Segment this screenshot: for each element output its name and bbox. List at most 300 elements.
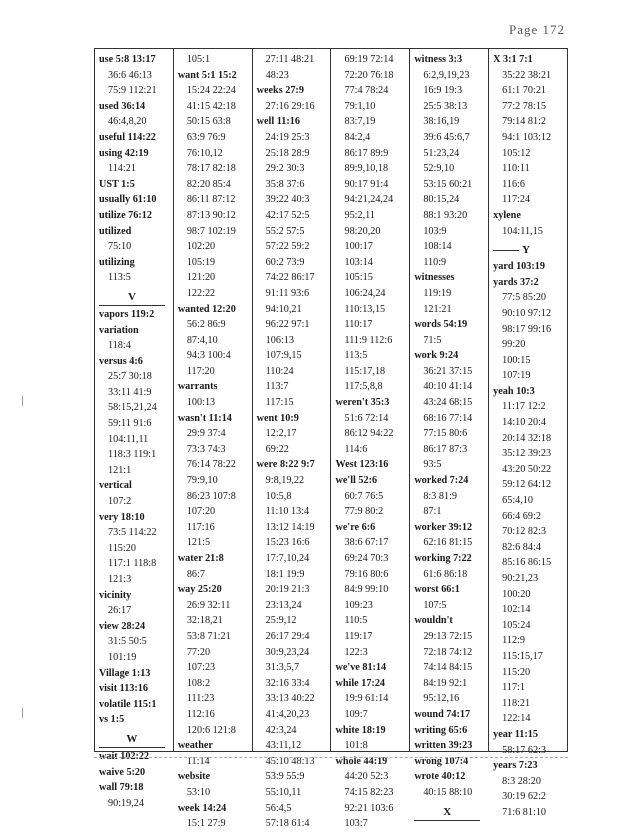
index-reference: 79:14 81:2 [502, 116, 547, 128]
index-reference: 95:12,16 [423, 693, 460, 705]
index-reference: 84:19 92:1 [423, 677, 468, 689]
index-headword: water 21:8 [177, 553, 224, 564]
index-reference: 52:9,10 [423, 163, 455, 175]
index-reference: 86:11 87:12 [186, 194, 236, 206]
index-reference: 82:20 85:4 [186, 178, 231, 190]
index-reference: 18:1 19:9 [265, 568, 305, 580]
index-reference: 112:9 [502, 635, 525, 647]
index-headword: very 18:10 [99, 511, 145, 523]
index-reference: 40:15 88:10 [423, 786, 473, 798]
index-reference: 86:12 94:22 [344, 428, 394, 440]
index-reference: 109:23 [344, 599, 373, 611]
index-reference: 26:9 32:11 [186, 599, 231, 611]
index-reference: 111:23 [186, 693, 215, 705]
index-reference: 39:6 45:6,7 [423, 131, 470, 143]
index-headword: UST 1:5 [99, 178, 135, 190]
index-reference: 43:20 50:22 [502, 463, 552, 475]
index-reference: 107:20 [186, 506, 216, 518]
section-letter: Y [522, 244, 531, 257]
index-headword: volatile 115:1 [99, 698, 157, 710]
index-reference: 121:1 [108, 464, 132, 476]
index-headword: vicinity [99, 589, 132, 601]
index-headword: went 10:9 [256, 412, 299, 424]
index-reference: 36:21 37:15 [423, 365, 473, 377]
footer-rule [94, 757, 568, 759]
index-reference: 79:16 80:6 [344, 568, 389, 580]
index-reference: 103:9 [423, 225, 447, 237]
index-reference: 20:14 32:18 [502, 432, 552, 444]
index-reference: 110:11 [502, 163, 530, 175]
index-reference: 110:17 [344, 319, 373, 331]
index-reference: 72:20 76:18 [344, 69, 394, 81]
index-headword: we'll 52:6 [335, 475, 378, 487]
index-reference: 118:21 [502, 697, 531, 709]
index-headword: useful 114:22 [99, 131, 156, 143]
index-reference: 24:19 25:3 [265, 131, 310, 143]
index-reference: 84:9 99:10 [344, 584, 389, 596]
index-reference: 58:17 62:3 [502, 744, 547, 756]
index-reference: 45:10 48:13 [265, 755, 315, 767]
index-reference: 42:17 52:5 [265, 209, 310, 221]
index-reference: 43:24 68:15 [423, 397, 473, 409]
index-headword: wouldn't [414, 615, 453, 627]
index-headword: warrants [177, 381, 218, 393]
index-headword: vertical [99, 480, 132, 492]
index-reference: 15:23 16:6 [265, 537, 310, 549]
index-reference: 93:5 [423, 459, 442, 471]
index-reference: 51:23,24 [423, 147, 460, 159]
index-reference: 114:21 [108, 163, 136, 175]
index-reference: 58:15,21,24 [108, 402, 157, 414]
index-headword: worst 66:1 [414, 584, 460, 596]
index-headword: worked 7:24 [414, 475, 469, 487]
index-reference: 77:15 80:6 [423, 428, 468, 440]
index-reference: 108:14 [423, 241, 452, 253]
index-reference: 77:2 78:15 [502, 100, 547, 112]
index-reference: 122:14 [502, 713, 531, 725]
index-reference: 33:11 41:9 [108, 386, 152, 398]
index-reference: 103:14 [344, 256, 373, 268]
index-reference: 77:20 [186, 646, 211, 658]
index-reference: 88:1 93:20 [423, 209, 468, 221]
index-headword: well 11:16 [256, 116, 300, 128]
index-headword: writing 65:6 [414, 724, 468, 736]
index-reference: 105:24 [502, 619, 531, 631]
index-headword: while 17:24 [335, 677, 386, 689]
index-reference: 94:21,24,24 [344, 194, 394, 206]
index-reference: 105:1 [186, 54, 211, 65]
index-headword: white 18:19 [335, 724, 386, 736]
index-reference: 100:17 [344, 241, 373, 253]
index-headword: wall 79:18 [99, 782, 144, 794]
index-reference: 77:4 78:24 [344, 85, 389, 97]
index-reference: 60:7 76:5 [344, 490, 384, 502]
index-reference: 57:22 59:2 [265, 241, 310, 253]
index-headword: utilize 76:12 [99, 209, 152, 221]
index-reference: 51:6 72:14 [344, 412, 389, 424]
index-reference: 79:1,10 [344, 100, 376, 112]
index-reference: 8:3 28:20 [502, 775, 541, 787]
index-headword: we're 6:6 [335, 521, 376, 533]
index-reference: 27:16 29:16 [265, 100, 315, 112]
index-reference: 76:10,12 [186, 147, 223, 159]
index-headword: using 42:19 [99, 147, 149, 159]
index-headword: years 7:23 [493, 760, 538, 772]
index-reference: 110:24 [265, 365, 294, 377]
index-reference: 108:2 [186, 677, 211, 689]
index-headword: Village 1:13 [99, 667, 151, 679]
index-reference: 105:19 [186, 256, 216, 268]
index-reference: 25:9,12 [265, 615, 297, 627]
index-reference: 99:20 [502, 339, 526, 351]
index-reference: 100:15 [502, 354, 531, 366]
index-reference: 27:11 48:21 [265, 54, 315, 65]
index-reference: 68:16 77:14 [423, 412, 473, 424]
index-reference: 8:3 81:9 [423, 490, 457, 502]
index-reference: 17:7,10,24 [265, 553, 310, 564]
index-reference: 14:10 20:4 [502, 417, 547, 429]
index-headword: words 54:19 [414, 319, 468, 331]
index-reference: 29:2 30:3 [265, 163, 305, 175]
index-headword: weather [177, 740, 213, 752]
index-reference: 69:24 70:3 [344, 553, 389, 564]
index-reference: 19:9 61:14 [344, 693, 389, 705]
index-headword: view 28:24 [99, 620, 146, 632]
index-reference: 117:1 [502, 682, 525, 694]
index-reference: 31:5 50:5 [108, 636, 147, 648]
index-reference: 94:3 100:4 [186, 350, 231, 362]
index-reference: 112:16 [186, 708, 215, 720]
index-reference: 84:2,4 [344, 131, 371, 143]
index-reference: 50:15 63:8 [186, 116, 231, 128]
index-reference: 107:23 [186, 662, 216, 674]
index-reference: 117:20 [186, 365, 215, 377]
margin-mark [22, 708, 26, 718]
index-reference: 44:20 52:3 [344, 771, 389, 783]
index-reference: 55:10,11 [265, 786, 302, 798]
index-reference: 16:9 19:3 [423, 85, 463, 97]
index-reference: 87:1 [423, 506, 442, 518]
index-reference: 30:19 62:2 [502, 791, 547, 803]
index-reference: 107:9,15 [265, 350, 302, 362]
index-reference: 38:16,19 [423, 116, 460, 128]
index-reference: 79:9,10 [186, 475, 218, 487]
index-reference: 56:4,5 [265, 802, 292, 814]
index-reference: 53:8 71:21 [186, 630, 231, 642]
index-headword: whole 44:19 [335, 755, 388, 767]
index-reference: 32:18,21 [186, 615, 223, 627]
index-reference: 74:14 84:15 [423, 662, 473, 674]
index-reference: 101:19 [108, 651, 137, 663]
index-reference: 11:14 [186, 755, 210, 767]
index-reference: 115:20 [502, 666, 531, 678]
index-reference: 41:15 42:18 [186, 100, 236, 112]
index-headword: wound 74:17 [414, 708, 471, 720]
index-reference: 104:11,11 [108, 433, 149, 445]
index-headword: wrote 40:12 [414, 771, 466, 783]
index-reference: 63:9 76:9 [186, 131, 226, 143]
index-reference: 69:22 [265, 443, 289, 455]
index-headword: weeks 27:9 [256, 85, 304, 97]
index-reference: 59:11 91:6 [108, 418, 152, 430]
index-reference: 117:15 [265, 397, 294, 409]
index-reference: 100:13 [186, 397, 216, 409]
index-headword: waive 5:20 [99, 766, 146, 778]
index-reference: 73:3 74:3 [186, 443, 226, 455]
index-reference: 75:10 [108, 241, 132, 253]
index-reference: 32:16 33:4 [265, 677, 310, 689]
letter-section-heading: X [414, 805, 480, 821]
letter-section-heading: W [99, 732, 165, 748]
index-headword: week 14:24 [177, 802, 227, 814]
index-headword: yard 103:19 [493, 261, 545, 273]
index-reference: 121:20 [186, 272, 216, 284]
index-reference: 11:17 12:2 [502, 401, 546, 413]
index-reference: 119:17 [344, 630, 373, 642]
index-headword: yeah 10:3 [493, 385, 535, 397]
index-reference: 46:4,8,20 [108, 116, 147, 128]
index-headword: utilized [99, 225, 132, 237]
index-reference: 119:19 [423, 287, 452, 299]
index-headword: used 36:14 [99, 100, 146, 112]
index-reference: 6:2,9,19,23 [423, 69, 470, 81]
index-reference: 116:6 [502, 178, 525, 190]
index-reference: 117:24 [502, 194, 531, 206]
index-reference: 20:19 21:3 [265, 584, 310, 596]
index-reference: 105:12 [502, 147, 531, 159]
index-reference: 29:9 37:4 [186, 428, 226, 440]
index-reference: 31:3,5,7 [265, 662, 300, 674]
index-reference: 90:19,24 [108, 797, 144, 809]
index-reference: 78:17 82:18 [186, 163, 236, 175]
index-reference: 53:15 60:21 [423, 178, 473, 190]
index-reference: 42:3,24 [265, 724, 297, 736]
index-reference: 55:2 57:5 [265, 225, 305, 237]
index-reference: 23:13,24 [265, 599, 302, 611]
index-reference: 35:22 38:21 [502, 69, 552, 81]
index-reference: 15:1 27:9 [186, 818, 226, 830]
index-headword: written 39:23 [414, 740, 473, 752]
index-reference: 86:23 107:8 [186, 490, 236, 502]
index-reference: 114:6 [344, 443, 368, 455]
index-reference: 102:14 [502, 604, 531, 616]
index-headword: yards 37:2 [493, 276, 539, 288]
index-reference: 35:8 37:6 [265, 178, 305, 190]
index-reference: 61:6 86:18 [423, 568, 468, 580]
index-reference: 122:3 [344, 646, 368, 658]
index-headword: vapors 119:2 [99, 308, 155, 320]
index-headword: website [177, 771, 211, 783]
index-reference: 107:2 [108, 496, 132, 508]
index-headword: witness 3:3 [414, 54, 463, 65]
index-reference: 101:8 [344, 740, 368, 752]
index-reference: 85:16 86:15 [502, 557, 552, 569]
index-headword: variation [99, 324, 139, 336]
index-headword: utilizing [99, 256, 135, 268]
index-reference: 9:8,19,22 [265, 475, 305, 487]
index-headword: usually 61:10 [99, 194, 157, 206]
index-reference: 83:7,19 [344, 116, 376, 128]
index-reference: 41:4,20,23 [265, 708, 310, 720]
index-reference: 102:20 [186, 241, 216, 253]
index-reference: 60:2 73:9 [265, 256, 305, 268]
index-reference: 72:18 74:12 [423, 646, 473, 658]
index-reference: 110:9 [423, 256, 447, 268]
index-reference: 98:20,20 [344, 225, 381, 237]
index-headword: witnesses [414, 272, 455, 284]
index-reference: 94:10,21 [265, 303, 302, 315]
index-reference: 89:9,10,18 [344, 163, 389, 175]
index-column-5 [410, 49, 489, 818]
index-reference: 86:17 87:3 [423, 443, 468, 455]
index-headword: worker 39:12 [414, 521, 473, 533]
index-reference: 96:22 97:1 [265, 319, 310, 331]
index-reference: 90:10 97:12 [502, 307, 552, 319]
index-reference: 98:7 102:19 [186, 225, 236, 237]
index-headword: work 9:24 [414, 350, 459, 362]
index-reference: 87:13 90:12 [186, 209, 236, 221]
index-column-4 [331, 49, 410, 830]
index-reference: 10:5,8 [265, 490, 292, 502]
index-headword: vs 1:5 [99, 714, 125, 726]
index-reference: 59:12 64:12 [502, 479, 552, 491]
index-reference: 71:5 [423, 334, 442, 346]
index-reference: 117:16 [186, 521, 215, 533]
index-reference: 92:21 103:6 [344, 802, 394, 814]
word-index-table [94, 48, 568, 830]
index-reference: 80:15,24 [423, 194, 460, 206]
index-reference: 38:6 67:17 [344, 537, 389, 549]
index-reference: 103:7 [344, 818, 368, 830]
index-reference: 120:6 121:8 [186, 724, 236, 736]
index-headword: want 5:1 15:2 [177, 69, 237, 81]
index-headword: versus 4:6 [99, 355, 143, 367]
index-reference: 77:5 85:20 [502, 292, 547, 304]
index-reference: 26:17 [108, 605, 132, 617]
index-reference: 40:10 41:14 [423, 381, 473, 393]
index-reference: 71:6 81:10 [502, 806, 547, 818]
index-reference: 111:9 112:6 [344, 334, 393, 346]
index-headword: weren't 35:3 [335, 397, 390, 409]
index-reference: 25:7 30:18 [108, 371, 152, 383]
index-reference: 121:5 [186, 537, 211, 549]
index-reference: 35:12 39:23 [502, 448, 552, 460]
index-reference: 69:19 72:14 [344, 54, 394, 65]
index-headword: visit 113:16 [99, 683, 148, 695]
index-reference: 113:5 [344, 350, 368, 362]
index-reference: 90:21,23 [502, 573, 539, 584]
letter-section-heading: V [99, 290, 165, 306]
index-column-1 [95, 49, 174, 809]
index-reference: 70:12 82:3 [502, 526, 547, 538]
index-headword: wanted 12:20 [177, 303, 236, 315]
index-headword: wrong 107:4 [414, 755, 469, 767]
index-reference: 25:5 38:13 [423, 100, 468, 112]
index-reference: 15:24 22:24 [186, 85, 236, 97]
index-reference: 43:11,12 [265, 740, 302, 752]
index-headword: working 7:22 [414, 553, 472, 564]
index-headword: were 8:22 9:7 [256, 459, 315, 471]
index-reference: 53:9 55:9 [265, 771, 305, 783]
index-reference: 94:1 103:12 [502, 131, 552, 143]
index-reference: 122:22 [186, 287, 216, 299]
index-headword: we've 81:14 [335, 662, 387, 674]
index-headword: way 25:20 [177, 584, 222, 596]
index-column-3 [253, 49, 332, 830]
index-reference: 86:7 [186, 568, 205, 580]
page-number: Page 172 [508, 22, 565, 37]
index-reference: 113:7 [265, 381, 289, 393]
index-reference: 66:4 69:2 [502, 510, 541, 522]
index-reference: 61:1 70:21 [502, 85, 547, 97]
index-reference: 53:10 [186, 786, 211, 798]
index-reference: 115:17,18 [344, 365, 386, 377]
index-reference: 115:15,17 [502, 650, 543, 662]
index-reference: 74:15 82:23 [344, 786, 394, 798]
index-reference: 109:7 [344, 708, 368, 720]
index-reference: 62:16 81:15 [423, 537, 473, 549]
index-reference: 11:10 13:4 [265, 506, 310, 518]
index-reference: 12:2,17 [265, 428, 297, 440]
index-headword: wasn't 11:14 [177, 412, 232, 424]
index-reference: 36:6 46:13 [108, 69, 152, 81]
index-reference: 74:22 86:17 [265, 272, 315, 284]
index-reference: 100:20 [502, 588, 531, 600]
index-reference: 75:9 112:21 [108, 85, 157, 97]
index-reference: 117:5,8,8 [344, 381, 383, 393]
index-reference: 56:2 86:9 [186, 319, 226, 331]
index-reference: 76:14 78:22 [186, 459, 236, 471]
index-reference: 98:17 99:16 [502, 323, 552, 335]
index-reference: 48:23 [265, 69, 289, 81]
index-reference: 91:11 93:6 [265, 287, 310, 299]
index-reference: 77:9 80:2 [344, 506, 384, 518]
index-reference: 73:5 114:22 [108, 527, 157, 539]
index-reference: 82:6 84:4 [502, 541, 541, 553]
index-reference: 110:5 [344, 615, 368, 627]
index-reference: 33:13 40:22 [265, 693, 315, 705]
index-reference: 106:13 [265, 334, 294, 346]
index-reference: 105:15 [344, 272, 373, 284]
index-reference: 118:3 119:1 [108, 449, 157, 461]
index-reference: 65:4,10 [502, 495, 533, 507]
index-reference: 118:4 [108, 340, 131, 352]
index-reference: 86:17 89:9 [344, 147, 389, 159]
index-column-6 [489, 49, 567, 818]
index-reference: 29:13 72:15 [423, 630, 473, 642]
index-reference: 26:17 29:4 [265, 630, 310, 642]
index-headword: X 3:1 7:1 [493, 54, 533, 65]
index-reference: 106:24,24 [344, 287, 386, 299]
index-headword: year 11:15 [493, 728, 538, 740]
index-reference: 30:9,23,24 [265, 646, 310, 658]
index-headword: West 123:16 [335, 459, 389, 471]
index-headword: use 5:8 13:17 [99, 54, 156, 65]
index-reference: 117:1 118:8 [108, 558, 157, 570]
index-headword: wait 102:22 [99, 750, 150, 762]
index-reference: 107:5 [423, 599, 447, 611]
index-reference: 25:18 28:9 [265, 147, 310, 159]
index-reference: 90:17 91:4 [344, 178, 389, 190]
index-reference: 110:13,15 [344, 303, 386, 315]
index-reference: 87:4,10 [186, 334, 218, 346]
index-reference: 57:18 61:4 [265, 818, 310, 830]
index-reference: 121:21 [423, 303, 452, 315]
index-reference: 95:2,11 [344, 209, 375, 221]
index-reference: 115:20 [108, 542, 136, 554]
index-reference: 13:12 14:19 [265, 521, 315, 533]
index-reference: 39:22 40:3 [265, 194, 310, 206]
